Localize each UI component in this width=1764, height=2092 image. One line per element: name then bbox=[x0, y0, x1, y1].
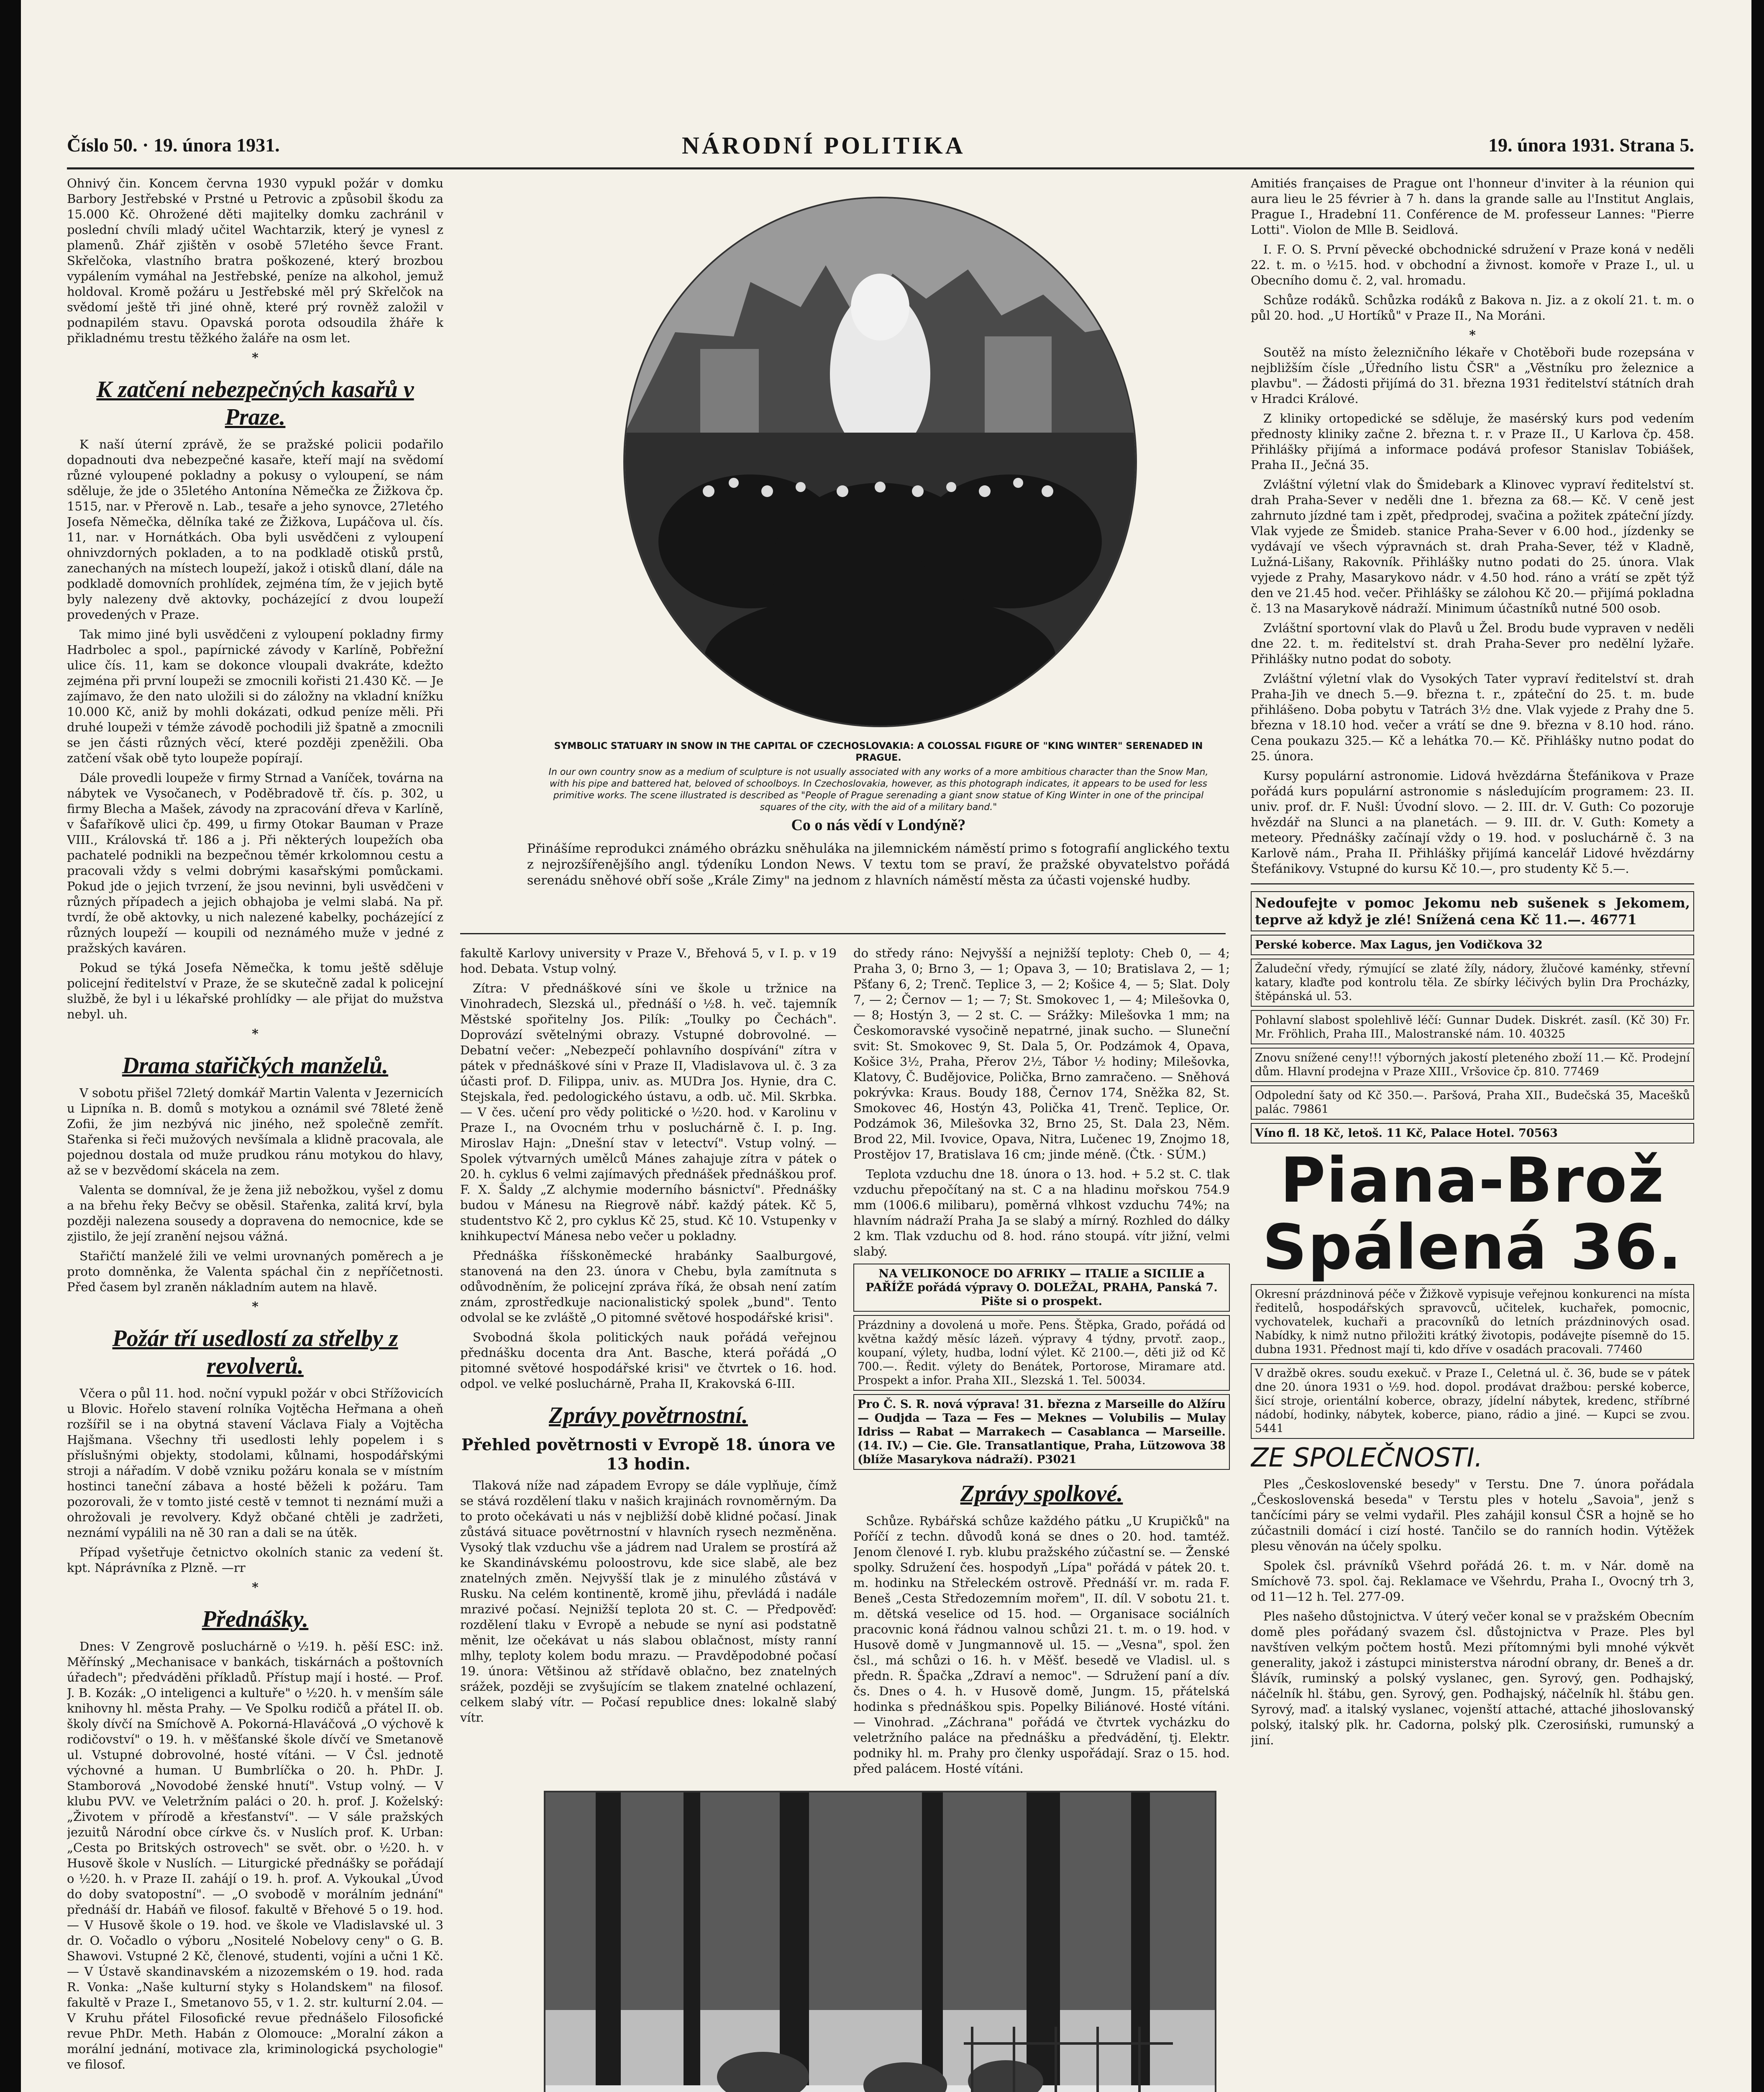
paragraph: Schůze. Rybářská schůze každého pátku „U Krupičků" na Poříčí z techn. důvodů koná se dnes o 20. hod. tamtéž. Jenom členové I. ryb. klubu pražského zúčastní se. — Ženské spolky. Sdružení čes. hospodyň „Lípa" pořádá v pátek 20. t. m. hodinku na Střeleckém ostrově. Přednáší vr. m. rada F. Beneš „Cesta Středozemním mořem", II. díl. V sobotu 21. t. m. dětská veselice od 15. hod. — Organisace sociálních pracovnic koná řádnou valnou schůzi 21. t. m. o 19. hod. v Husově domě v Jungmannově ul. 15. — „Vesna", spol. žen čsl., má schůzi o 16. h. v Měšť. besedě ve Vladisl. ul. s předn. R. Špačka „Zdraví a nemoc". — Sdružení paní a dív. čs. Dnes o 4. h. v Husově domě, Jungm. 15, přátelská hodinka s přednáškou spis. Popelky Biliánové. Hosté vítáni. — Vinohrad. „Záchrana" pořádá ve čtvrtek vycházku do veletržního paláce na přednášku a předvádění, tj. Elektr. podniky hl. m. Prahy pro členky uspořádají. Sraz o 15. hod. před palácem. Hosté vítáni. bbox=[853, 1514, 1230, 1776]
paragraph: Amitiés françaises de Prague ont l'honneur d'inviter à la réunion qui aura lieu le 25 février à 7 h. dans la grande salle au l'Institut Anglais, Prague I., Hradební 11. Conférence de M. professeur Lannes: "Pierre Lotti". Violon de Mlle B. Seidlová. bbox=[1251, 176, 1694, 237]
paragraph: Ples našeho důstojnictva. V úterý večer konal se v pražském Obecním domě ples pořádaný svazem čsl. důstojnictva v Praze. Ples byl navštíven velkým počtem hostů. Mezi přítomnými byli mnohé výkvět generality, jakož i zástupci ministerstva národní obrany, dr. Beneš a dr. Šlávík, ruminský a polský vyslanec, gen. Syrový, gen. Podhajský, náčelník hl. štábu, gen. Syrový, gen. Podhajský, náčelník hl. štábu gen. Syrový, maď. a italský vyslanec, vojenští attaché, attaché jihoslovanský polský, italský plk. hr. Cadorna, polský plk. Czerosiński, rumunský a jiní. bbox=[1251, 1609, 1694, 1747]
page-header bbox=[67, 134, 1694, 163]
separator: * bbox=[252, 1027, 259, 1041]
ad-ceny: Znovu snížené ceny!!! výborných jakostí pleteného zboží 11.— Kč. Prodejní dům. Hlavní prodejna v Praze XIII., Vršovice čp. 810. 77469 bbox=[1251, 1048, 1694, 1082]
paragraph: Teplota vzduchu dne 18. února o 13. hod. + 5.2 st. C. tlak vzduchu přepočítaný na st. C a na hladinu mořskou 754.9 mm (1006.6 milibaru), poměrná vlhkost vzduchu 74%; na hlavním nádraží Praha Ja se slabý a mírný. Rozhled do dálky 2 km. Tlak vzduchu od 8. hod. ráno stoupá. vítr jižní, velmi slabý. bbox=[853, 1167, 1230, 1259]
paragraph: Tlaková níže nad západem Evropy se dále vyplňuje, čímž se stává rozdělení tlaku v našich krajinách rovnoměrným. Da to proto očekávati u nás v nejbližší době klidné počasí. Jinak zůstává situace povětrnostní v hlavních rysech nezměněna. Vysoký tlak vzduchu vše a jádrem nad Uralem se prostírá až ke Skandinávskému poloostrovu, kde sice slabě, ale bez znatelných změn. Nejvyšší tlak je z minulého zůstává v Rusku. Na celém kontinentě, kromě jihu, převládá i nadále mrazivé počasí. Nejnižší teplota 20 st. C. — Předpověď: rozdělení tlaku v Evropě a nebude se nyní asi podstatně měnit, lze očekávat u nás slabou oblačnost, místy ranní mlhy, teploty kolem bodu mrazu. — Pravděpodobné počasí 19. února: Většinou až střídavě oblačno, bez znatelných srážek, později se zvyšujícím se tlakem znatelné ochlazení, celkem slabý vítr. — Počasí republice dnes: lokalně slabý vítr. bbox=[460, 1478, 837, 1725]
paragraph: K naší úterní zprávě, že se pražské policii podařilo dopadnouti dva nebezpečné kasaře, kteří mají na svědomí různé vyloupené pokladny a pokusy o vyloupení, se nám sděluje, že jde o 35letého Antonína Němečka ze Žižkova čp. 1515, nar. v Přerově n. Lab., tesaře a jeho synovce, 27letého Josefa Němečka, dělníka také ze Žižkova, Lupáčova ul. čís. 11, nar. v Hornátkách. Oba byli usvědčeni z vyloupení ohnivzdorných pokladen, a to na podkladě otisků prstů, zanechaných na místech loupeží, jakož i otisků dlaní, dále na podkladě domovních prohlídek, zejména tím, že v jejich bytě byly nalezeny dvě aktovky, pocházející z dvou loupeží provedených v Praze. bbox=[67, 437, 443, 622]
section-rule bbox=[460, 933, 1226, 934]
paragraph: Pokud se týká Josefa Němečka, k tomu ještě sděluje policejní ředitelství v Praze, že se skutečně zadal k policejní službě, že byl i u lékařské prohlídky — ale přijat do mužstva nebyl. uh. bbox=[67, 961, 443, 1021]
headline-drama: Drama stařičkých manželů. bbox=[122, 1053, 389, 1079]
paragraph: fakultě Karlovy university v Praze V., Břehová 5, v I. p. v 19 hod. Debata. Vstup volný. bbox=[460, 946, 837, 976]
photo-caption-english bbox=[544, 741, 1213, 813]
separator: * bbox=[1469, 328, 1476, 343]
newspaper-page bbox=[67, 126, 1694, 2092]
paragraph: Ples „Československé besedy" v Terstu. Dne 7. února pořádala „Československá beseda" v Terstu ples v hotelu „Savoia", jenž s tančícími páry se velmi vydařil. Ples zahájil konsul ČSR a hojně se ho zúčastnili domácí i cizí hosté. Tančilo se do ranních hodin. Výtěžek plesu věnován na účely spolku. bbox=[1251, 1477, 1694, 1553]
paragraph: Zvláštní výletní vlak do Vysokých Tater vypraví ředitelství st. drah Praha-Jih ve dnech 5.—9. března t. r., zpáteční do 25. t. m. bude přihlášeno. Doba pobytu v Tatrách 3½ dne. Vlak vyjede z Prahy dne 5. března v 18.10 hod. večer a vrátí se dne 9. března v 8.10 hod. ráno. Cena poukazu 325.— Kč a lehátka 70.— Kč. Přihlášky nutno podat do 25. února. bbox=[1251, 672, 1694, 763]
deer-in-snow-image bbox=[545, 1792, 1215, 2092]
column-1 bbox=[67, 176, 443, 2092]
ad-zaludek: Žaludeční vředy, rýmující se zlaté žíly, nádory, žlučové kaménky, střevní katary, klaďte pod kontrolu těla. Ze sbírky léčivých bylin Dra Procházky, štěpánská ul. 53. bbox=[1251, 959, 1694, 1007]
scan-edge-left bbox=[0, 0, 21, 2092]
headline-pocasi: Zprávy povětrnostní. bbox=[549, 1402, 748, 1428]
separator: * bbox=[252, 351, 259, 365]
paragraph: Dnes: V Zengrově posluchárně o ½19. h. pěší ESC: inž. Měřínský „Mechanisace v bankách, tiskárnách a poštovních úřadech"; předváděni příkladů. Přístup mají i hosté. — Prof. J. B. Kozák: „O inteligenci a kultuře" o ½20. h. v menším sále knihovny hl. města Prahy. — Ve Spolku rodičů a přátel II. ob. školy dívčí na Smíchově A. Pokorná-Hlaváčová „O výchově k rodičovství" o 19. h. v měšťanské škole dívčí ve Smetanově ul. Vstupné dobrovolné, hosté vítáni. — V Čsl. jednotě výchovné a human. U Bumbrlíčka o 20. h. PhDr. J. Stamborová „Novodobé ženské hnutí". Vstup volný. — V klubu PVV. ve Veletržním paláci o 20. h. prof. J. Koželský: „Životem v přírodě a křesťanství". — V sále pražských jezuitů Národní obce církve čs. v Nuslích prof. K. Urban: „Cesta po Britských ostrovech" se svět. obr. o ½20. h. v Husově škole v Nuslích. — Liturgické přednášky se pořádají o ½20. h. v Praze II. zahájí o 19. h. prof. A. Vykoukal „Úvod do doby svatopostní". — „O svobodě v morálním jednání" přednáší dr. Habáň ve filosof. fakultě v Břehové 5 o 19. hod. — V Husově škole o 19. hod. ve škole ve Vladislavské ul. 3 dr. O. Vočadlo o výboru „Nositelé Nobelovy ceny" o G. B. Shawovi. Vstupné 2 Kč, členové, studenti, vojíni a učni 1 Kč. — V Ústavě skandinavském a nizozemském o 19. hod. rada R. Vonka: „Naše kulturní styky s Holandskem" na filosof. fakultě v Praze I., Smetanovo 55, v 1. 2. str. kulturní 2.04. — V Kruhu přátel Filosofické revue přednášelo Filosofické revue PhDr. Meth. Habán z Olomouce: „Moralní zákon a morální jednání, motivace zla, kriminologická psychologie" ve filosof. bbox=[67, 1639, 443, 2071]
paragraph: Stařičtí manželé žili ve velmi urovnaných poměrech a je proto domněnka, že Valenta spáchal čin z nepříčetnosti. Před časem byl zraněn nákladním autem na hlavě. bbox=[67, 1249, 443, 1294]
ad-drazba: V dražbě okres. soudu exekuč. v Praze I., Celetná ul. č. 36, bude se v pátek dne 20. února 1931 o ½9. hod. dopol. prodávat dražbou: perské koberce, šicí stroje, orientální koberce, obrazy, jídelní nábytek, kredenc, stříbrné nádobí, hodinky, nábytek, koberce, piano, rádio a jiné. — Kupci se zvou. 5441 bbox=[1251, 1363, 1694, 1439]
divider bbox=[1251, 883, 1694, 884]
paragraph: Případ vyšetřuje četnictvo okolních stanic za vedení št. kpt. Náprávníka z Plzně. —rr bbox=[67, 1545, 443, 1575]
ad-saty: Odpolední šaty od Kč 350.—. Paršová, Praha XII., Budečská 35, Macešků palác. 79861 bbox=[1251, 1085, 1694, 1120]
ad-jekom: Nedoufejte v pomoc Jekomu neb sušenek s Jekomem, teprve až když je zlé! Snížená cena Kč 11.—. 46771 bbox=[1251, 891, 1694, 931]
paragraph: I. F. O. S. První pěvecké obchodnické sdružení v Praze koná v neděli 22. t. m. o ½15. hod. v obchodní a živnost. komoře v Praze I., ul. u Obecního domu č. 2, val. hromadu. bbox=[1251, 242, 1694, 287]
ad-velikonoce: NA VELIKONOCE DO AFRIKY — ITALIE a SICILIE a PAŘÍŽE pořádá výpravy O. DOLEŽAL, PRAHA, Panská 7. Pište si o prospekt. bbox=[853, 1264, 1230, 1312]
ad-maroko: Pro Č. S. R. nová výprava! 31. března z Marseille do Alžíru — Oudjda — Taza — Fes — Meknes — Volubilis — Mulay Idriss — Rabat — Marrakech — Casablanca — Marseille. (14. IV.) — Cie. Gle. Transatlantique, Praha, Lützowova 38 (blíže Masarykova nádraží). P3021 bbox=[853, 1394, 1230, 1470]
headline-prednasky: Přednášky. bbox=[202, 1606, 309, 1632]
ad-prazdniny: Prázdniny a dovolená u moře. Pens. Štěpka, Grado, pořádá od května každý měsíc lázeň. výpravy 4 týdny, prvotř. zaop., koupaní, výlety, hudba, lodní výlet. Kč 2100.—, děti již od Kč 700.—. Ředit. výlety do Benátek, Portorose, Miramare atd. Prospekt a infor. Praha XII., Slezská 1. Tel. 50034. bbox=[853, 1315, 1230, 1391]
paragraph: Kursy populární astronomie. Lidová hvězdárna Štefánikova v Praze pořádá kurs populární astronomie s následujícím programem: 23. II. univ. prof. dr. F. Nušl: Úvodní slovo. — 2. III. dr. V. Guth: Co pozoruje hvězdář na Slunci a na planetách. — 9. III. dr. V. Guth: Komety a meteory. Přednášky začínají vždy o 19. hod. v posluchárně č. 3 na Karlově nám., Praha II. Přihlášky přijímá kancelář Lidové hvězdárny Štefánikovy. Vstupné do kursu Kč 10.—, pro studenty Kč 5.—. bbox=[1251, 769, 1694, 876]
paragraph: Valenta se domníval, že je žena již nebožkou, vyšel z domu a na břehu řeky Bečvy se oběsil. Stařenka, zalitá krví, byla později nalezena sousedy a dopravena do nemocnice, kde se zjistilo, že její zranění nejsou vážná. bbox=[67, 1183, 443, 1243]
header-rule bbox=[67, 167, 1694, 169]
ad-piana-broz-address: Spálená 36. bbox=[1262, 1211, 1683, 1283]
photo-deer bbox=[544, 1791, 1216, 2092]
date-page: 19. února 1931. Strana 5. bbox=[1488, 134, 1694, 156]
paragraph: Včera o půl 11. hod. noční vypukl požár v obci Střížovicích u Blovic. Hořelo stavení rolníka Vojtěcha Heřmana a oheň rozšířil se i na obytná stavení Václava Fialy a Vojtěcha Hajšmana. Všechny tři usedlosti lehly popelem i s příslušnými objekty, stodolami, kůlnami, hospodářskými stroji a nářadím. V době vzniku požáru konala se v místním hostinci taneční zábava a hosté běželi k požáru. Tam pozorovali, že v tomto jisté cestě v temnot ti neznámí muži a ohrožovali je revolvery. Když občané chtěli je zadržeti, neznámí vypálili na ně 30 ran a dali se na útěk. bbox=[67, 1386, 443, 1540]
column-2 bbox=[460, 946, 837, 1778]
snow-statue-image bbox=[625, 198, 1135, 726]
article-intro: Ohnivý čin. Koncem června 1930 vypukl požár v domku Barbory Jestřebské v Prstné u Petrovic a způsobil škodu za 15.000 Kč. Ohrožené děti majitelky domku zachránil v poslední chvíli mladý učitel Wachtarzik, který je vynesl z plamenů. Zhář zjištěn v osobě 57letého ševce Frant. Skřelčoka, vlastního bratra poškozené, který brozbou vypálením vymáhal na Jestřebské, peníze na alkohol, jemuž holdoval. Kromě požáru u Jestřebské měl prý Skřelčok na svědomí ještě tři jiné ohně, které prý rovněž založil v podnapilém stavu. Opavská porota odsoudila žháře k přikladnému trestu těžkého žaláře na osm let. bbox=[67, 176, 443, 345]
paragraph: V sobotu přišel 72letý domkář Martin Valenta v Jezernicích u Lipníka n. B. domů s motykou a oznámil své 78leté ženě Zofii, že jim nezbývá nic jiného, než společně zemřít. Stařenka si řeči mužových nevšímala a klidně pracovala, ale pojednou dostala od muže prudkou ránu motykou do hlavy, až se v bezvědomí skácela na zem. bbox=[67, 1086, 443, 1177]
caption-en-body: In our own country snow as a medium of sculpture is not usually associated with any works of a more ambitious character than the Snow Man, with his pipe and battered hat, beloved of schoolboys. In Czechoslovakia, however, as this photograph indicates, it appears to be used for less primitive works. The scene illustrated is described as "People of Prague serenading a giant snow statue of King Winter in one of the principal squares of the city, with the aid of a military band." bbox=[548, 767, 1208, 813]
ad-slabost: Pohlavní slabost spolehlivě léčí: Gunnar Dudek. Diskrét. zasíl. (Kč 30) Fr. Mr. Fröhlich, Praha III., Malostranské nám. 10. 40325 bbox=[1251, 1010, 1694, 1044]
headline-spolkove: Zprávy spolkové. bbox=[960, 1481, 1123, 1507]
paragraph: Dále provedli loupeže v firmy Strnad a Vaníček, továrna na nábytek ve Vysočanech, v Poděbradově tř. čís. p. 302, u firmy Blecha a Mašek, závody na zpracování dřeva v Karlíně, v Šafaříkově ulici čp. 499, u firmy Otokar Bauman v Praze VIII., Královská tř. 186 a j. Při některých loupežích oba pachatelé podnikli na bezpečnou těmér krkolomnou cestu a pracovali vždy s velmi dobrými kasařskými pomůckami. Pokud jde o jejich tvrzení, že jsou nevinni, byli usvědčeni v různých případech a jejich obhajoba je velmi slabá. Na př. tvrdí, že obě aktovky, u nich nalezené kabelky, pocházející z různých loupeží — koupili od neznámého muže v jedné z pražských kaváren. bbox=[67, 771, 443, 955]
ad-piana-broz-name: Piana-Brož bbox=[1280, 1144, 1665, 1216]
paragraph: do středy ráno: Nejvyšší a nejnižší teploty: Cheb 0, — 4; Praha 3, 0; Brno 3, — 1; Opava 3, — 10; Bratislava 2, — 1; Pšťany 6, 2; Trenč. Teplice 3, — 2; Košice 4, — 5; Slat. Doly 7, — 2; Černov — 1; — 7; St. Smokovec 1, — 4; Milešovka 0, — 8; Hostýn 3, — 2 st. C. — Srážky: Milešovka 1 mm; na Českomoravské vysočině nepatrné, jinak sucho. — Sluneční svit: St. Smokovec 9, St. Dala 5, Or. Podzámok 4, Opava, Košice 3½, Praha, Přerov 2½, Tábor ½ hodiny; Milešovka, Klatovy, Č. Budějovice, Polička, Brno zamračeno. — Sněhová pokrývka: Kraus. Boudy 188, Černov 174, Sněžka 82, St. Smokovec 46, Hostýn 43, Polička 41, Trenč. Teplice, Or. Podzámok 36, Milešovka 32, Brno 25, St. Dala 23, Něm. Brod 22, Mil. Ivovice, Opava, Nitra, Lučenec 19, Znojmo 18, Prostějov 17, Bratislava 16 cm; jinde méně. (Čtk. · SÚM.) bbox=[853, 946, 1230, 1161]
separator: * bbox=[252, 1580, 259, 1595]
paragraph: Spolek čsl. právníků Všehrd pořádá 26. t. m. v Nár. domě na Smíchově 73. spol. čaj. Reklamace ve Všehrdu, Praha I., Ovocný trh 3, od 11—12 h. Tel. 277-09. bbox=[1251, 1559, 1694, 1604]
caption-en-title: SYMBOLIC STATUARY IN SNOW IN THE CAPITAL OF CZECHOSLOVAKIA: A COLOSSAL FIGURE OF "KING WINTER" SERENADED IN PRAGUE. bbox=[554, 741, 1203, 763]
paragraph: Soutěž na místo železničního lékaře v Chotěboři bude rozepsána v nejbližším čísle „Úředního listu ČSR" a „Věstníku pro železnice a plavbu". — Žádosti přijímá do 31. března 1931 ředitelství státních drah v Hradci Králové. bbox=[1251, 345, 1694, 406]
photo-snow-statue bbox=[623, 197, 1137, 727]
paragraph: Tak mimo jiné byli usvědčeni z vyloupení pokladny firmy Hadrbolec a spol., papírnické závody v Karlíně, Pobřežní ulice čís. 11, kam se dokonce vloupali dvakráte, kdežto zejména při první loupeži se zmocnili kořisti 21.430 Kč. — Je zajímavo, že den nato uložili si do záložny na vkladní knížku 10.000 Kč, aniž by mohli dokázati, odkud peníze měli. Při druhé loupeži v témže závodě pochodili již špatně a zmocnili se jen části různých věcí, které později zpeněžili. Oba zatčení však obě tyto loupeže popírají. bbox=[67, 627, 443, 765]
paragraph: Svobodná škola politických nauk pořádá veřejnou přednášku docenta dra Ant. Basche, která pořádá „O pitomné světové hospodářské krisi" ve čtvrtek o 16. hod. odpol. ve velké posluchárně, Praha II, Krakovská 6-III. bbox=[460, 1330, 837, 1391]
paragraph: Z kliniky ortopedické se sděluje, že masérský kurs pod vedením přednosty kliniky začne 2. března t. r. v Praze II., U Karlova čp. 458. Přihlášky přijímá a informace podává profesor Stanislav Tobiášek, Praha II., Ječná 35. bbox=[1251, 411, 1694, 472]
headline-kasari: K zatčení nebezpečných kasařů v Praze. bbox=[96, 377, 414, 430]
caption-czech-body: Přinášíme reprodukci známého obrázku sněhuláka na jilemnickém náměstí primo s fotografií anglického textu z nejrozšířenějšího angl. týdeníku London News. V textu tom se praví, že pražské obyvatelstvo pořádá serenádu sněhové obří soše „Krále Zimy" na jednom z hlavních náměstí města za účasti vojenské hudby. bbox=[527, 841, 1230, 888]
ad-koberce: Perské koberce. Max Lagus, jen Vodičkova 32 bbox=[1251, 935, 1694, 955]
ad-vino: Víno fl. 18 Kč, letoš. 11 Kč, Palace Hotel. 70563 bbox=[1251, 1123, 1694, 1143]
headline-pozar: Požár tří usedlostí za střelby z revolverů. bbox=[112, 1325, 398, 1379]
paragraph: Zítra: V přednáškové síni ve škole u tržnice na Vinohradech, Slezská ul., přednáší o ½8. h. več. tajemník Městské spořitelny Jos. Pilík: „Toulky po Čechách". Doprovází světelnými obrazy. Vstupné dobrovolné. — Debatní večer: „Nebezpečí pohlavního dospívání" zítra v pátek v přednáškové síni v Praze II, Vladislavova ul. č. 3 za účasti prof. D. Filippa, univ. as. MUDra Jos. Hynie, dra C. Stejskala, řed. pedologického ústavu, a odb. uč. Mil. Skrbka. — V čes. učení pro vědy politické o ½20. hod. v Karolinu v Praze I., na Ovocném trhu v posluchárně č. I. p. Ing. Miroslav Hajn: „Dnešní stav v letectví". Vstup volný. — Spolek výtvarných umělců Mánes zahajuje zítra v pátek o 20. h. cyklus 6 velmi zajímavých přednášek přednáškou prof. F. X. Šaldy „Z alchymie moderního básnictví". Přednášky budou v Mánesu na Riegrově nábř. každý pátek. Kč 5, studentstvo Kč 2, pro cyklus Kč 25, stud. Kč 10. Vstupenky v knihkupectví Mánesa nebo večer u pokladny. bbox=[460, 981, 837, 1243]
paragraph: Schůze rodáků. Schůzka rodáků z Bakova n. Jiz. a z okolí 21. t. m. o půl 20. hod. „U Hortíků" v Praze II., Na Moráni. bbox=[1251, 293, 1694, 323]
masthead: NÁRODNÍ POLITIKA bbox=[682, 132, 965, 159]
paragraph: Zvláštní sportovní vlak do Plavů u Žel. Brodu bude vypraven v neděli dne 22. t. m. ředitelství st. drah Praha-Sever pro nedělní lyžaře. Přihlášky nutno podat do soboty. bbox=[1251, 621, 1694, 666]
headline-spolecnost: ZE SPOLEČNOSTI. bbox=[1251, 1442, 1483, 1473]
column-3 bbox=[853, 946, 1230, 1778]
issue-number: Číslo 50. · 19. února 1931. bbox=[67, 134, 280, 156]
paragraph: Zvláštní výletní vlak do Šmidebark a Klinovec vypraví ředitelství st. drah Praha-Sever v neděli dne 1. března za 68.— Kč. V ceně jest zahrnuto jízdné tam i zpět, předprodej, svačina a požitek zpáteční jízdy. Vlak vyjede ze Šmideb. stanice Praha-Sever v 6.00 hod., jízdenky se vydávají ve všech výpravnách st. drah Praha-Sever, též v Kladně, Lužná-Lišany, Rakovník. Přihlášky nutno podati do 25. února. Vlak vyjede z Prahy, Masarykovo nádr. v 4.50 hod. ráno a vrátí se zpět týž den ve 21.45 hod. večer. Přihlášky se zálohou Kč 20.— přijímá pokladna č. 13 na Masarykově nádraží. Minimum účastníků nutné 500 osob. bbox=[1251, 477, 1694, 615]
separator: * bbox=[252, 1300, 259, 1314]
paragraph: Přednáška říšskoněmecké hrabánky Saalburgové, stanovená na den 23. února v Chebu, byla zamítnuta s odůvodněním, že policejní zpráva říká, že obsah není zatím znám, zprostředkuje nacionalistický spolek „bund". Tento odvolal se ke zvláště „O pitomné světové hospodářské krisi". bbox=[460, 1249, 837, 1325]
column-4 bbox=[1251, 176, 1694, 2092]
caption-czech-title: Co o nás vědí v Londýně? bbox=[791, 816, 966, 834]
scan-edge-right bbox=[1751, 0, 1764, 2092]
subheadline-pocasi: Přehled povětrnosti v Evropě 18. února ve 13 hodin. bbox=[461, 1435, 835, 1473]
ad-prazdninova-pece: Okresní prázdninová péče v Žižkově vypisuje veřejnou konkurenci na místa ředitelů, hospodářských spravovců, učitelek, kuchařek, pomocnic, vychovatelek, kuchaři a pracovníků do letních prázdninových osad. Nabídky, k nimž nutno přiložiti krátký životopis, podávejte písemně do 15. dubna 1931. Přednost mají ti, kdo dříve v osadách pracovali. 77460 bbox=[1251, 1284, 1694, 1360]
